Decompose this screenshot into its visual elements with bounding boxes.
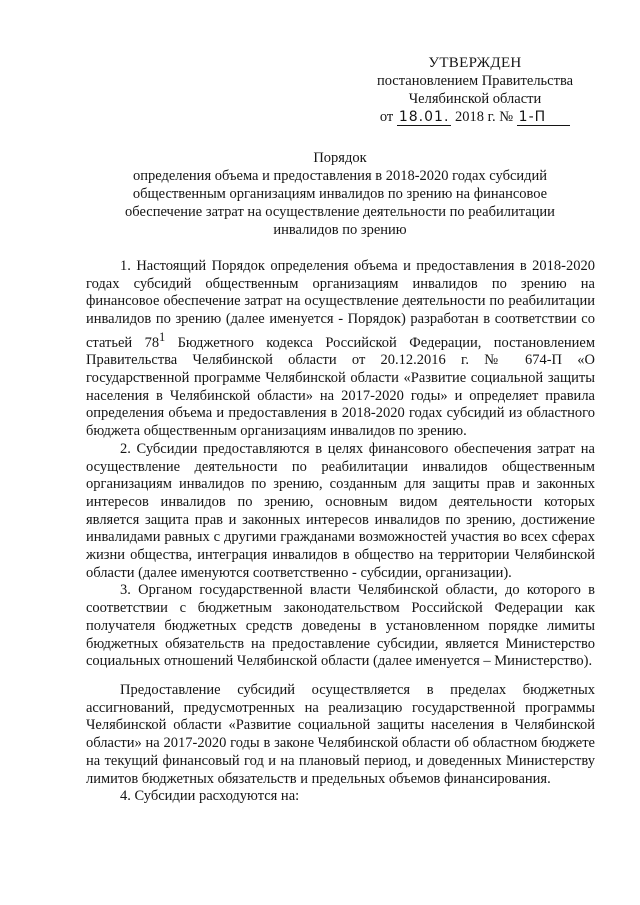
- document-title: [100, 149, 580, 239]
- year-text: 2018 г. №: [455, 109, 514, 125]
- paragraph-1-text-b: Бюджетного кодекса Российской Федерации, постановлением Правительства Челябинской области от 20.12.2016 г. № 674-П «О государственной программе Челябинской области «Развитие социальной защиты населения в Челябинской области» на 2017-2020 годы» и определяет правила определения объема и предоставления в 2018-2020 годах субсидий из областного бюджета общественным организациям инвалидов по зрению.: [86, 334, 596, 440]
- title-heading: Порядок: [313, 150, 367, 166]
- title-subtitle-line: инвалидов по зрению: [273, 222, 407, 238]
- article-superscript: 1: [159, 329, 166, 344]
- paragraph-4: Предоставление субсидий осуществляется в пределах бюджетных ассигнований, предусмотренных на реализацию государственной программы Челябинской области «Развитие социальной защиты населения в Челябинской области» на 2017-2020 годы в законе Челябинской области об областном бюджете на текущий финансовый год и на плановый период, и доведенных Министерству лимитов бюджетных обязательств и предельных объемов финансирования.: [86, 682, 595, 787]
- paragraph-2: 2. Субсидии предоставляются в целях финансового обеспечения затрат на осуществление деятельности по реабилитации инвалидов общественным организациям инвалидов по зрению, созданным для защиты прав и законных интересов инвалидов по зрению, основным видом деятельности которых является защита прав и законных интересов инвалидов по зрению, достижение инвалидами равных с другими гражданами возможностей участия во всех сферах жизни общества, интеграция инвалидов в общество на территории Челябинской области (далее именуются соответственно - субсидии, организации).: [86, 440, 595, 581]
- approval-title: УТВЕРЖДЕН: [428, 55, 522, 71]
- paragraph-1-text-a: 1. Настоящий Порядок определения объема и предоставления в 2018-2020 годах субсидий общественным организациям инвалидов по зрению на финансовое обеспечение затрат на осуществление деятельности по реабилитации инвалидов по зрению (далее именуется - Порядок) разработан в соответствии со статьей 78: [86, 258, 595, 351]
- handwritten-number: 1-П: [517, 109, 571, 126]
- approval-stamp: [360, 54, 590, 126]
- date-prefix: от: [379, 109, 394, 125]
- title-subtitle-line: определения объема и предоставления в 2018-2020 годах субсидий: [132, 168, 548, 184]
- paragraph-5: 4. Субсидии расходуются на:: [120, 788, 300, 805]
- approval-line-2: Челябинской области: [408, 91, 542, 107]
- paragraph-1: [86, 258, 595, 441]
- document-body: [86, 258, 595, 806]
- title-subtitle-line: обеспечение затрат на осуществление деятельности по реабилитации: [125, 204, 555, 220]
- title-subtitle-line: общественным организациям инвалидов по зрению на финансовое: [132, 186, 548, 202]
- handwritten-date: 18.01.: [398, 109, 450, 125]
- approval-date-line: [360, 108, 590, 126]
- approval-line-1: постановлением Правительства: [376, 73, 574, 89]
- paragraph-3: 3. Органом государственной власти Челябинской области, до которого в соответствии с бюджетным законодательством Российской Федерации как получателя бюджетных средств доведены в установленном порядке лимиты бюджетных обязательств на предоставление субсидии, является Министерство социальных отношений Челябинской области (далее именуется – Министерство).: [86, 582, 595, 670]
